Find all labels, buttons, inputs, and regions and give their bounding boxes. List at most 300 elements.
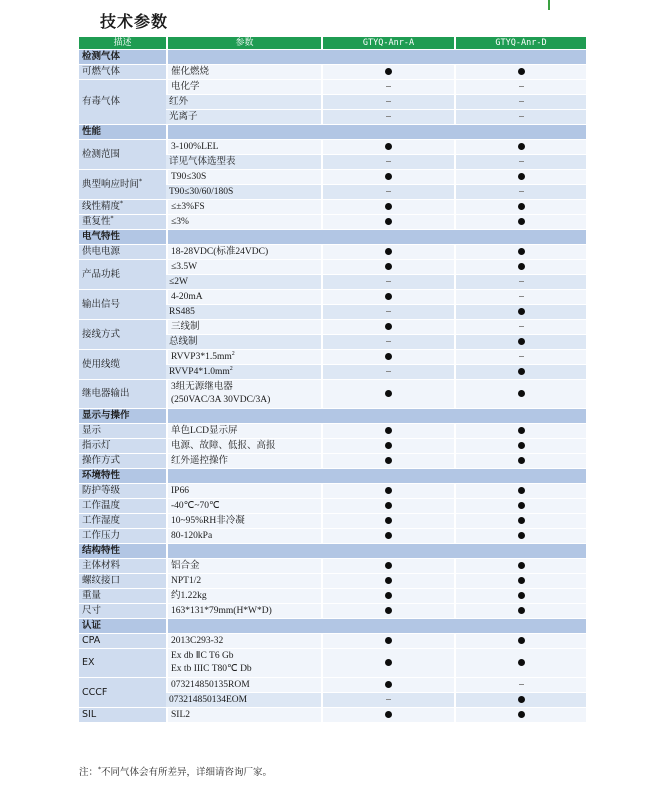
model-a-mark	[321, 200, 454, 214]
model-a-mark	[321, 499, 454, 513]
row-description	[79, 708, 166, 722]
row-description	[79, 589, 166, 603]
available-dot-icon	[385, 502, 392, 509]
row-description	[79, 678, 166, 707]
table-row	[79, 260, 586, 274]
row-parameter	[166, 65, 321, 79]
model-d-mark	[454, 365, 586, 379]
row-description	[79, 424, 166, 438]
footnote-ref: *	[139, 177, 143, 185]
not-available-dash-icon	[386, 101, 391, 102]
parameter-value: 3-100%LEL	[171, 142, 219, 152]
model-d-mark	[454, 200, 586, 214]
section-title: 电气特性	[79, 230, 166, 244]
footnote-prefix: 注：	[79, 767, 99, 778]
unit-superscript: 2	[231, 350, 235, 357]
table-row	[79, 320, 586, 334]
row-parameter	[166, 320, 321, 334]
parameter-value: 18-28VDC(标准24VDC)	[171, 247, 269, 257]
table-row	[79, 454, 586, 468]
footnote-ref: *	[120, 199, 124, 207]
model-d-mark	[454, 678, 586, 692]
parameter-value: RS485	[169, 307, 195, 317]
section-pad	[166, 125, 586, 139]
model-a-mark	[321, 439, 454, 453]
page-title: 技术参数	[100, 12, 169, 31]
row-parameter	[166, 693, 321, 707]
row-description	[79, 454, 166, 468]
row-parameter	[166, 365, 321, 379]
parameter-value: 催化燃烧	[171, 67, 210, 77]
row-description	[79, 514, 166, 528]
parameter-value: 红外	[169, 97, 189, 107]
header-description: 描述	[79, 37, 166, 49]
not-available-dash-icon	[519, 191, 524, 192]
model-a-mark	[321, 335, 454, 349]
row-description-label: 重复性	[82, 216, 111, 227]
row-description-label: 主体材料	[82, 560, 121, 571]
available-dot-icon	[518, 502, 525, 509]
section-title: 性能	[79, 125, 166, 139]
model-d-mark	[454, 484, 586, 498]
parameter-value: IP66	[171, 486, 189, 496]
available-dot-icon	[518, 442, 525, 449]
row-description	[79, 559, 166, 573]
available-dot-icon	[385, 607, 392, 614]
footnote-text: 不同气体会有所差异，详细请咨询厂家。	[101, 767, 273, 778]
parameter-value: -40℃~70℃	[171, 501, 220, 511]
row-description-label: 检测范围	[82, 148, 121, 160]
model-d-mark	[454, 215, 586, 229]
row-parameter	[166, 155, 321, 169]
model-d-mark	[454, 65, 586, 79]
not-available-dash-icon	[519, 101, 524, 102]
model-a-mark	[321, 320, 454, 334]
row-parameter	[166, 245, 321, 259]
model-a-mark	[321, 634, 454, 648]
row-description	[79, 245, 166, 259]
row-parameter	[166, 439, 321, 453]
row-parameter	[166, 275, 321, 289]
available-dot-icon	[518, 607, 525, 614]
available-dot-icon	[518, 562, 525, 569]
table-row	[79, 574, 586, 588]
section-title: 认证	[79, 619, 166, 633]
parameter-value: 2013C293-32	[171, 636, 224, 646]
parameter-value: 总线制	[169, 337, 198, 347]
section-pad	[166, 409, 586, 423]
model-d-mark	[454, 439, 586, 453]
section-pad	[166, 544, 586, 558]
row-description-label: 有毒气体	[82, 96, 121, 107]
model-a-mark	[321, 290, 454, 304]
parameter-value: T90≤30S	[171, 172, 207, 182]
row-parameter	[166, 604, 321, 618]
row-parameter	[166, 649, 321, 677]
model-a-mark	[321, 350, 454, 364]
footnote	[79, 764, 272, 778]
available-dot-icon	[518, 711, 525, 718]
available-dot-icon	[518, 390, 525, 397]
available-dot-icon	[385, 323, 392, 330]
row-description	[79, 439, 166, 453]
parameter-value: 光离子	[169, 112, 198, 122]
model-d-mark	[454, 380, 586, 408]
model-a-mark	[321, 65, 454, 79]
parameter-value: 163*131*79mm(H*W*D)	[171, 606, 272, 616]
spec-table	[79, 36, 586, 723]
parameter-value: NPT1/2	[171, 576, 202, 586]
row-description	[79, 604, 166, 618]
row-description	[79, 215, 166, 229]
parameter-value: 红外遥控操作	[171, 456, 229, 466]
parameter-value: 电源、故障、低报、高报	[171, 441, 276, 451]
available-dot-icon	[385, 68, 392, 75]
row-description-label: 防护等级	[82, 485, 121, 496]
row-description-label: CPA	[82, 635, 101, 646]
row-parameter	[166, 499, 321, 513]
row-parameter	[166, 634, 321, 648]
available-dot-icon	[518, 457, 525, 464]
available-dot-icon	[518, 263, 525, 270]
row-parameter	[166, 200, 321, 214]
model-a-mark	[321, 305, 454, 319]
table-row	[79, 80, 586, 94]
row-parameter	[166, 529, 321, 543]
row-parameter	[166, 380, 321, 408]
not-available-dash-icon	[386, 161, 391, 162]
available-dot-icon	[385, 592, 392, 599]
table-row	[79, 439, 586, 453]
model-a-mark	[321, 604, 454, 618]
section-header-row	[79, 469, 586, 483]
row-parameter	[166, 290, 321, 304]
model-d-mark	[454, 649, 586, 677]
available-dot-icon	[385, 532, 392, 539]
available-dot-icon	[385, 390, 392, 397]
row-description-label: 显示	[82, 425, 102, 436]
available-dot-icon	[518, 248, 525, 255]
not-available-dash-icon	[519, 296, 524, 297]
model-a-mark	[321, 693, 454, 707]
available-dot-icon	[518, 517, 525, 524]
row-parameter	[166, 484, 321, 498]
row-parameter	[166, 140, 321, 154]
model-d-mark	[454, 708, 586, 722]
not-available-dash-icon	[519, 684, 524, 685]
available-dot-icon	[518, 338, 525, 345]
available-dot-icon	[385, 143, 392, 150]
header-parameter: 参数	[166, 37, 321, 49]
model-d-mark	[454, 634, 586, 648]
model-d-mark	[454, 335, 586, 349]
section-title: 检测气体	[79, 50, 166, 64]
row-description	[79, 290, 166, 319]
table-row	[79, 245, 586, 259]
available-dot-icon	[385, 442, 392, 449]
not-available-dash-icon	[386, 311, 391, 312]
parameter-value: 铝合金	[171, 561, 200, 571]
section-header-row	[79, 125, 586, 139]
section-title: 环境特性	[79, 469, 166, 483]
available-dot-icon	[518, 218, 525, 225]
row-description	[79, 260, 166, 289]
row-description-label: 尺寸	[82, 605, 102, 616]
model-d-mark	[454, 260, 586, 274]
model-d-mark	[454, 305, 586, 319]
available-dot-icon	[518, 659, 525, 666]
available-dot-icon	[385, 517, 392, 524]
model-d-mark	[454, 559, 586, 573]
available-dot-icon	[518, 143, 525, 150]
available-dot-icon	[385, 427, 392, 434]
available-dot-icon	[518, 637, 525, 644]
table-row	[79, 380, 586, 408]
parameter-value: ≤2W	[169, 277, 188, 287]
model-a-mark	[321, 454, 454, 468]
model-a-mark	[321, 80, 454, 94]
not-available-dash-icon	[386, 341, 391, 342]
row-parameter	[166, 589, 321, 603]
section-pad	[166, 230, 586, 244]
parameter-value: 4-20mA	[171, 292, 203, 302]
model-a-mark	[321, 365, 454, 379]
model-a-mark	[321, 678, 454, 692]
row-description-label: 工作湿度	[82, 515, 121, 526]
available-dot-icon	[385, 263, 392, 270]
parameter-value: 3组无源继电器	[171, 382, 233, 392]
row-description-label: 使用线缆	[82, 358, 121, 370]
row-description	[79, 200, 166, 214]
table-row	[79, 65, 586, 79]
row-description	[79, 529, 166, 543]
row-parameter	[166, 574, 321, 588]
parameter-value: 单色LCD显示屏	[171, 426, 238, 436]
parameter-value: ≤±3%FS	[171, 202, 205, 212]
footnote-mark: *	[98, 765, 102, 773]
table-row	[79, 708, 586, 722]
parameter-value-line2: (250VAC/3A 30VDC/3A)	[171, 395, 271, 405]
model-a-mark	[321, 529, 454, 543]
available-dot-icon	[518, 532, 525, 539]
row-description-label: 工作压力	[82, 530, 121, 541]
model-d-mark	[454, 350, 586, 364]
parameter-value: SIL2	[171, 710, 190, 720]
available-dot-icon	[518, 487, 525, 494]
model-d-mark	[454, 155, 586, 169]
available-dot-icon	[518, 368, 525, 375]
parameter-value: RVVP3*1.5mm	[171, 352, 232, 362]
model-d-mark	[454, 185, 586, 199]
available-dot-icon	[385, 293, 392, 300]
not-available-dash-icon	[519, 356, 524, 357]
model-a-mark	[321, 559, 454, 573]
parameter-value: 073214850134EOM	[169, 695, 248, 705]
model-d-mark	[454, 499, 586, 513]
row-parameter	[166, 170, 321, 184]
section-title: 显示与操作	[79, 409, 166, 423]
table-row	[79, 514, 586, 528]
available-dot-icon	[385, 457, 392, 464]
row-parameter	[166, 350, 321, 364]
spec-table-body	[79, 50, 586, 722]
row-parameter	[166, 678, 321, 692]
section-header-row	[79, 619, 586, 633]
available-dot-icon	[385, 681, 392, 688]
table-row	[79, 170, 586, 184]
available-dot-icon	[385, 637, 392, 644]
model-a-mark	[321, 110, 454, 124]
model-a-mark	[321, 245, 454, 259]
available-dot-icon	[518, 308, 525, 315]
section-title: 结构特性	[79, 544, 166, 558]
header-model-d: GTYQ-Anr-D	[454, 37, 586, 49]
not-available-dash-icon	[386, 281, 391, 282]
row-description	[79, 320, 166, 349]
table-row	[79, 589, 586, 603]
parameter-value: ≤3.5W	[171, 262, 198, 272]
table-row	[79, 215, 586, 229]
section-header-row	[79, 50, 586, 64]
row-description-label: 典型响应时间	[82, 178, 140, 190]
model-d-mark	[454, 693, 586, 707]
row-parameter	[166, 80, 321, 94]
not-available-dash-icon	[519, 281, 524, 282]
model-a-mark	[321, 708, 454, 722]
table-row	[79, 484, 586, 498]
not-available-dash-icon	[386, 86, 391, 87]
row-description	[79, 380, 166, 408]
model-a-mark	[321, 155, 454, 169]
model-d-mark	[454, 140, 586, 154]
table-row	[79, 200, 586, 214]
footnote-ref: *	[110, 214, 114, 222]
table-row	[79, 424, 586, 438]
available-dot-icon	[518, 173, 525, 180]
parameter-value: ≤3%	[171, 217, 189, 227]
table-row	[79, 529, 586, 543]
parameter-value: 10~95%RH非冷凝	[171, 516, 245, 526]
row-parameter	[166, 110, 321, 124]
not-available-dash-icon	[519, 161, 524, 162]
parameter-value: T90≤30/60/180S	[169, 187, 234, 197]
model-d-mark	[454, 80, 586, 94]
row-parameter	[166, 559, 321, 573]
section-pad	[166, 619, 586, 633]
row-description-label: EX	[82, 657, 95, 668]
model-a-mark	[321, 484, 454, 498]
available-dot-icon	[385, 203, 392, 210]
parameter-value-line2: Ex tb IIIC T80℃ Db	[171, 664, 252, 674]
table-row	[79, 678, 586, 692]
available-dot-icon	[385, 659, 392, 666]
model-d-mark	[454, 514, 586, 528]
available-dot-icon	[385, 562, 392, 569]
available-dot-icon	[385, 173, 392, 180]
row-parameter	[166, 708, 321, 722]
row-description	[79, 484, 166, 498]
model-a-mark	[321, 275, 454, 289]
model-a-mark	[321, 424, 454, 438]
table-row	[79, 140, 586, 154]
row-description-label: 供电电源	[82, 246, 121, 257]
row-description-label: 继电器输出	[82, 388, 130, 399]
available-dot-icon	[385, 218, 392, 225]
table-row	[79, 559, 586, 573]
table-row	[79, 634, 586, 648]
available-dot-icon	[518, 592, 525, 599]
parameter-value: 三线制	[171, 322, 200, 332]
available-dot-icon	[385, 487, 392, 494]
model-a-mark	[321, 140, 454, 154]
row-description-label: 接线方式	[82, 328, 121, 340]
model-a-mark	[321, 514, 454, 528]
row-parameter	[166, 260, 321, 274]
row-parameter	[166, 95, 321, 109]
row-description-label: 可燃气体	[82, 66, 121, 77]
row-description-label: 产品功耗	[82, 268, 121, 280]
table-row	[79, 350, 586, 364]
model-a-mark	[321, 95, 454, 109]
available-dot-icon	[385, 711, 392, 718]
model-d-mark	[454, 245, 586, 259]
available-dot-icon	[518, 427, 525, 434]
model-d-mark	[454, 604, 586, 618]
row-parameter	[166, 305, 321, 319]
model-d-mark	[454, 275, 586, 289]
model-d-mark	[454, 424, 586, 438]
row-parameter	[166, 335, 321, 349]
parameter-value: 详见气体选型表	[169, 157, 236, 167]
row-description-label: 重量	[82, 590, 102, 601]
not-available-dash-icon	[386, 191, 391, 192]
model-a-mark	[321, 380, 454, 408]
model-a-mark	[321, 574, 454, 588]
row-parameter	[166, 215, 321, 229]
table-row	[79, 604, 586, 618]
model-d-mark	[454, 574, 586, 588]
not-available-dash-icon	[519, 326, 524, 327]
parameter-value: RVVP4*1.0mm	[169, 367, 230, 377]
model-a-mark	[321, 260, 454, 274]
row-description	[79, 350, 166, 379]
table-row	[79, 290, 586, 304]
available-dot-icon	[385, 577, 392, 584]
row-parameter	[166, 454, 321, 468]
row-description	[79, 170, 166, 199]
table-row	[79, 649, 586, 677]
model-d-mark	[454, 529, 586, 543]
row-description-label: 线性精度	[82, 201, 121, 212]
model-d-mark	[454, 454, 586, 468]
row-description-label: 输出信号	[82, 298, 121, 310]
section-header-row	[79, 544, 586, 558]
model-d-mark	[454, 110, 586, 124]
model-d-mark	[454, 95, 586, 109]
model-d-mark	[454, 290, 586, 304]
section-pad	[166, 469, 586, 483]
model-a-mark	[321, 649, 454, 677]
row-description-label: 操作方式	[82, 455, 121, 466]
available-dot-icon	[518, 577, 525, 584]
row-description	[79, 80, 166, 124]
section-header-row	[79, 409, 586, 423]
header-model-a: GTYQ-Anr-A	[321, 37, 454, 49]
section-pad	[166, 50, 586, 64]
parameter-value: 约1.22kg	[171, 591, 207, 601]
available-dot-icon	[385, 248, 392, 255]
row-description	[79, 140, 166, 169]
